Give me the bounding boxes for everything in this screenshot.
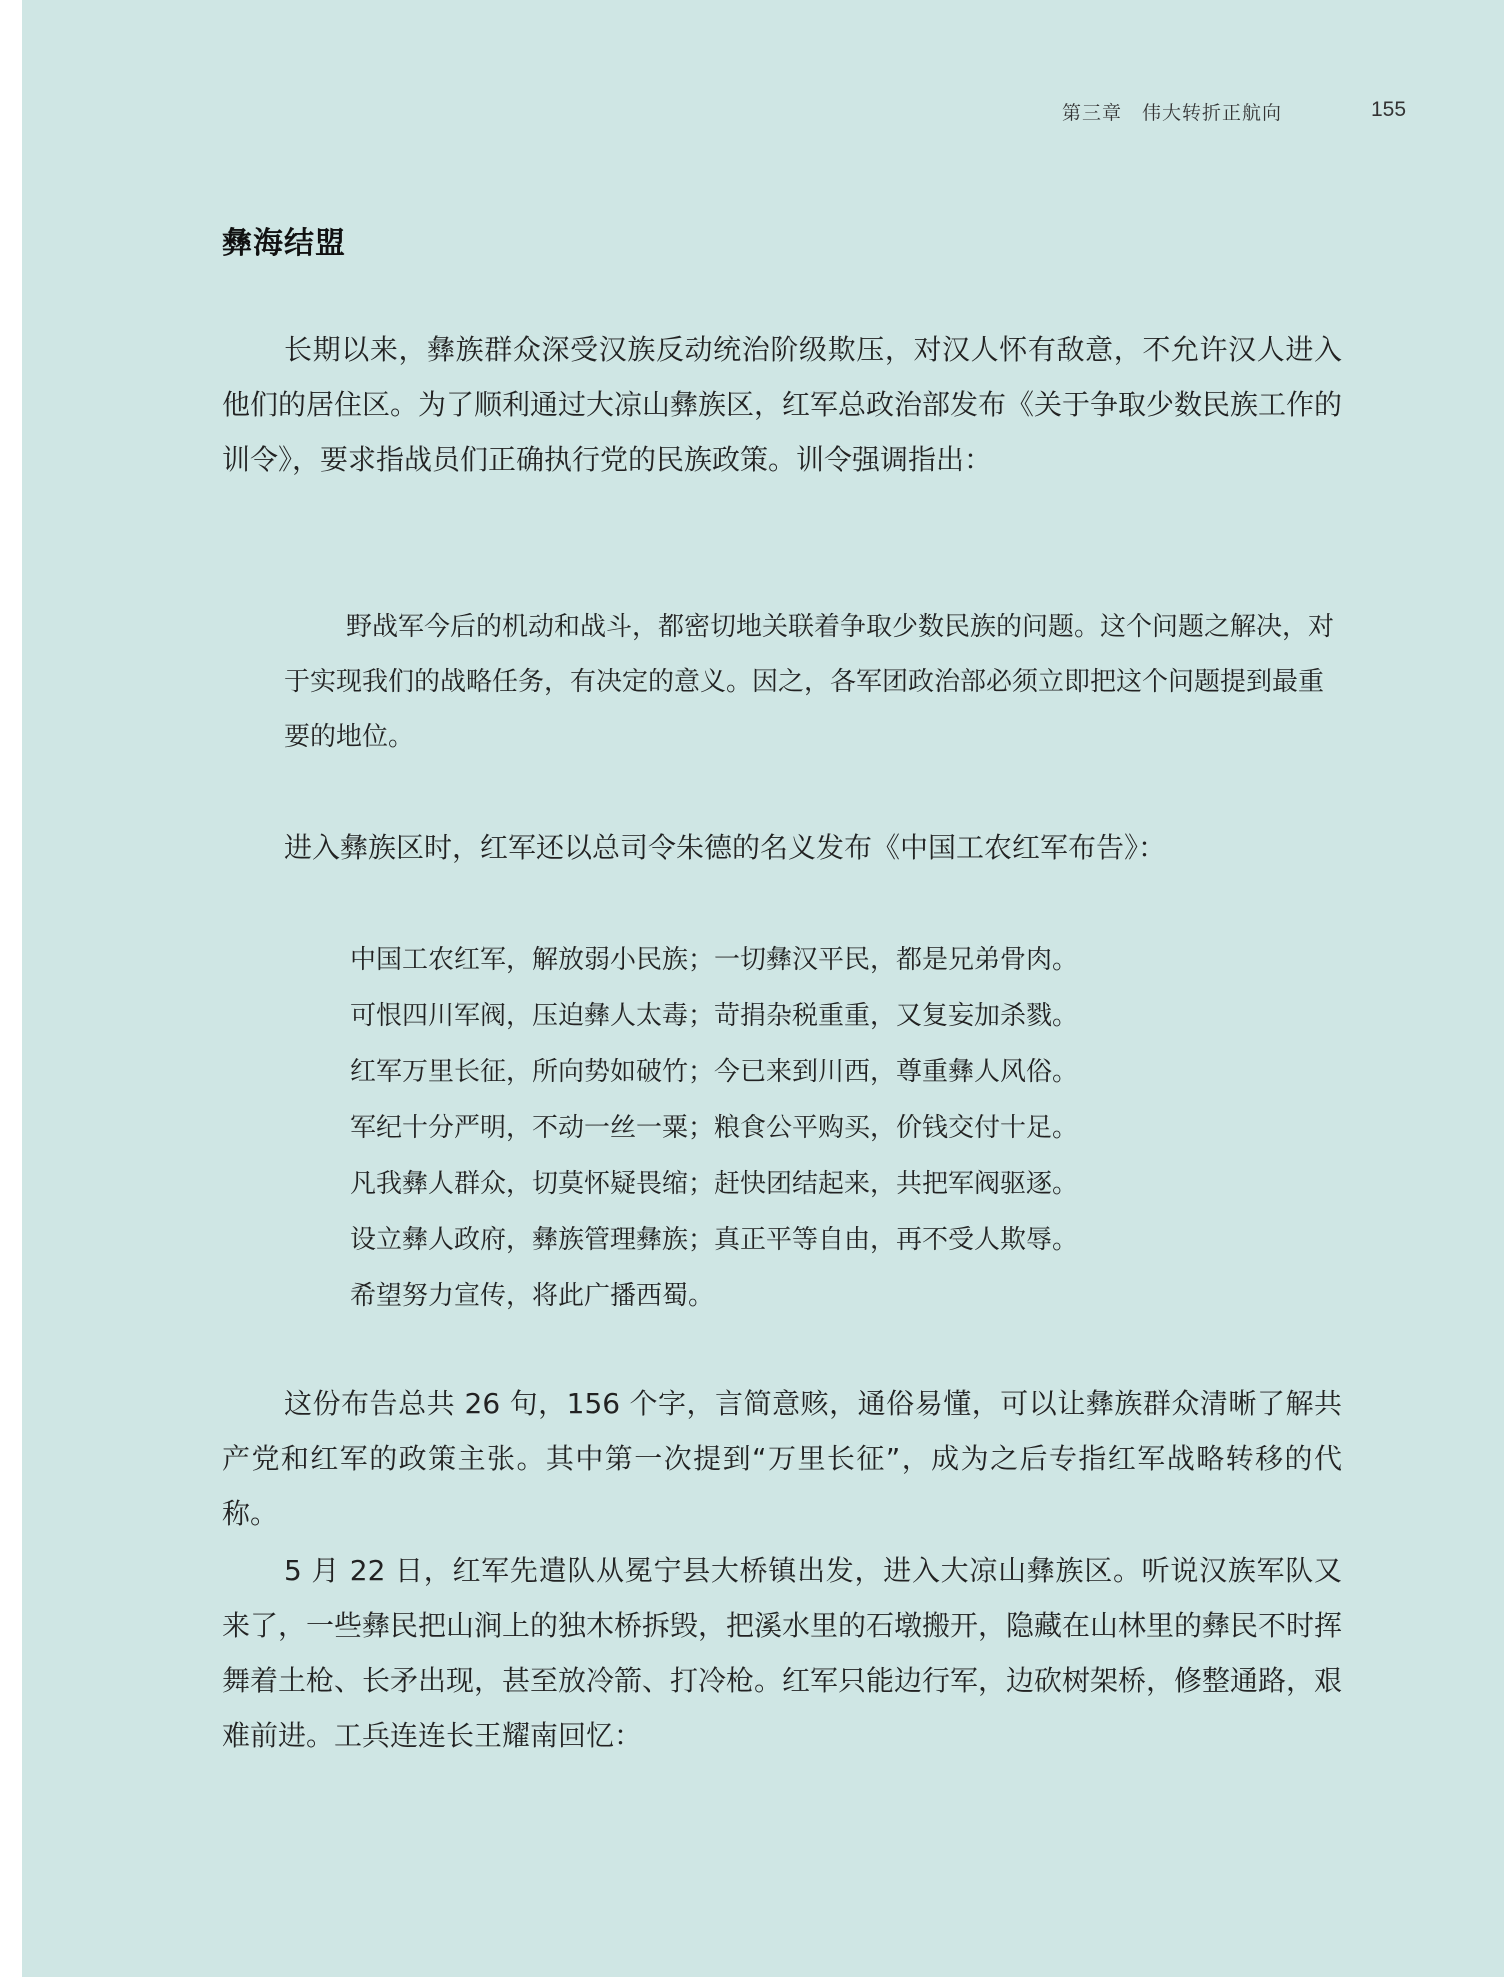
page-number: 155 (1371, 98, 1407, 121)
verse-line: 军纪十分严明，不动一丝一粟；粮食公平购买，价钱交付十足。 (350, 1113, 1079, 1143)
paragraph-proclamation-intro: 进入彝族区时，红军还以总司令朱德的名义发布《中国工农红军布告》： (284, 831, 1167, 864)
block-quote-directive: 野战军今后的机动和战斗，都密切地关联着争取少数民族的问题。这个问题之解决，对于实现我们的战略任务，有决定的意义。因之，各军团政治部必须立即把这个问题提到最重要的地位。 (284, 612, 1335, 752)
verse-line: 可恨四川军阀，压迫彝人太毒；苛捐杂税重重，又复妄加杀戮。 (350, 1001, 1079, 1031)
section-title: 彝海结盟 (222, 226, 346, 261)
verse-line: 凡我彝人群众，切莫怀疑畏缩；赶快团结起来，共把军阀驱逐。 (350, 1169, 1079, 1199)
paragraph-intro: 长期以来，彝族群众深受汉族反动统治阶级欺压，对汉人怀有敌意，不允许汉人进入他们的居住区。为了顺利通过大凉山彝族区，红军总政治部发布《关于争取少数民族工作的训令》，要求指战员们正确执行党的民族政策。训令强调指出： (222, 333, 1343, 476)
paragraph-advance: 5 月 22 日，红军先遣队从冕宁县大桥镇出发，进入大凉山彝族区。听说汉族军队又来了，一些彝民把山涧上的独木桥拆毁，把溪水里的石墩搬开，隐藏在山林里的彝民不时挥舞着土枪、长矛出现，甚至放冷箭、打冷枪。红军只能边行军，边砍树架桥，修整通路，艰难前进。工兵连连长王耀南回忆： (222, 1554, 1343, 1752)
running-header-chapter: 第三章 伟大转折正航向 (1062, 102, 1283, 124)
verse-line: 希望努力宣传，将此广播西蜀。 (350, 1281, 715, 1311)
verse-line: 红军万里长征，所向势如破竹；今已来到川西，尊重彝人风俗。 (350, 1057, 1079, 1087)
paragraph-proclamation-analysis: 这份布告总共 26 句，156 个字，言简意赅，通俗易懂，可以让彝族群众清晰了解共产党和红军的政策主张。其中第一次提到“万里长征”，成为之后专指红军战略转移的代称。 (222, 1387, 1342, 1530)
verse-line: 设立彝人政府，彝族管理彝族；真正平等自由，再不受人欺辱。 (350, 1225, 1079, 1255)
verse-line: 中国工农红军，解放弱小民族；一切彝汉平民，都是兄弟骨肉。 (350, 945, 1079, 975)
proclamation-verse (350, 932, 1078, 1324)
book-page (22, 0, 1504, 1977)
